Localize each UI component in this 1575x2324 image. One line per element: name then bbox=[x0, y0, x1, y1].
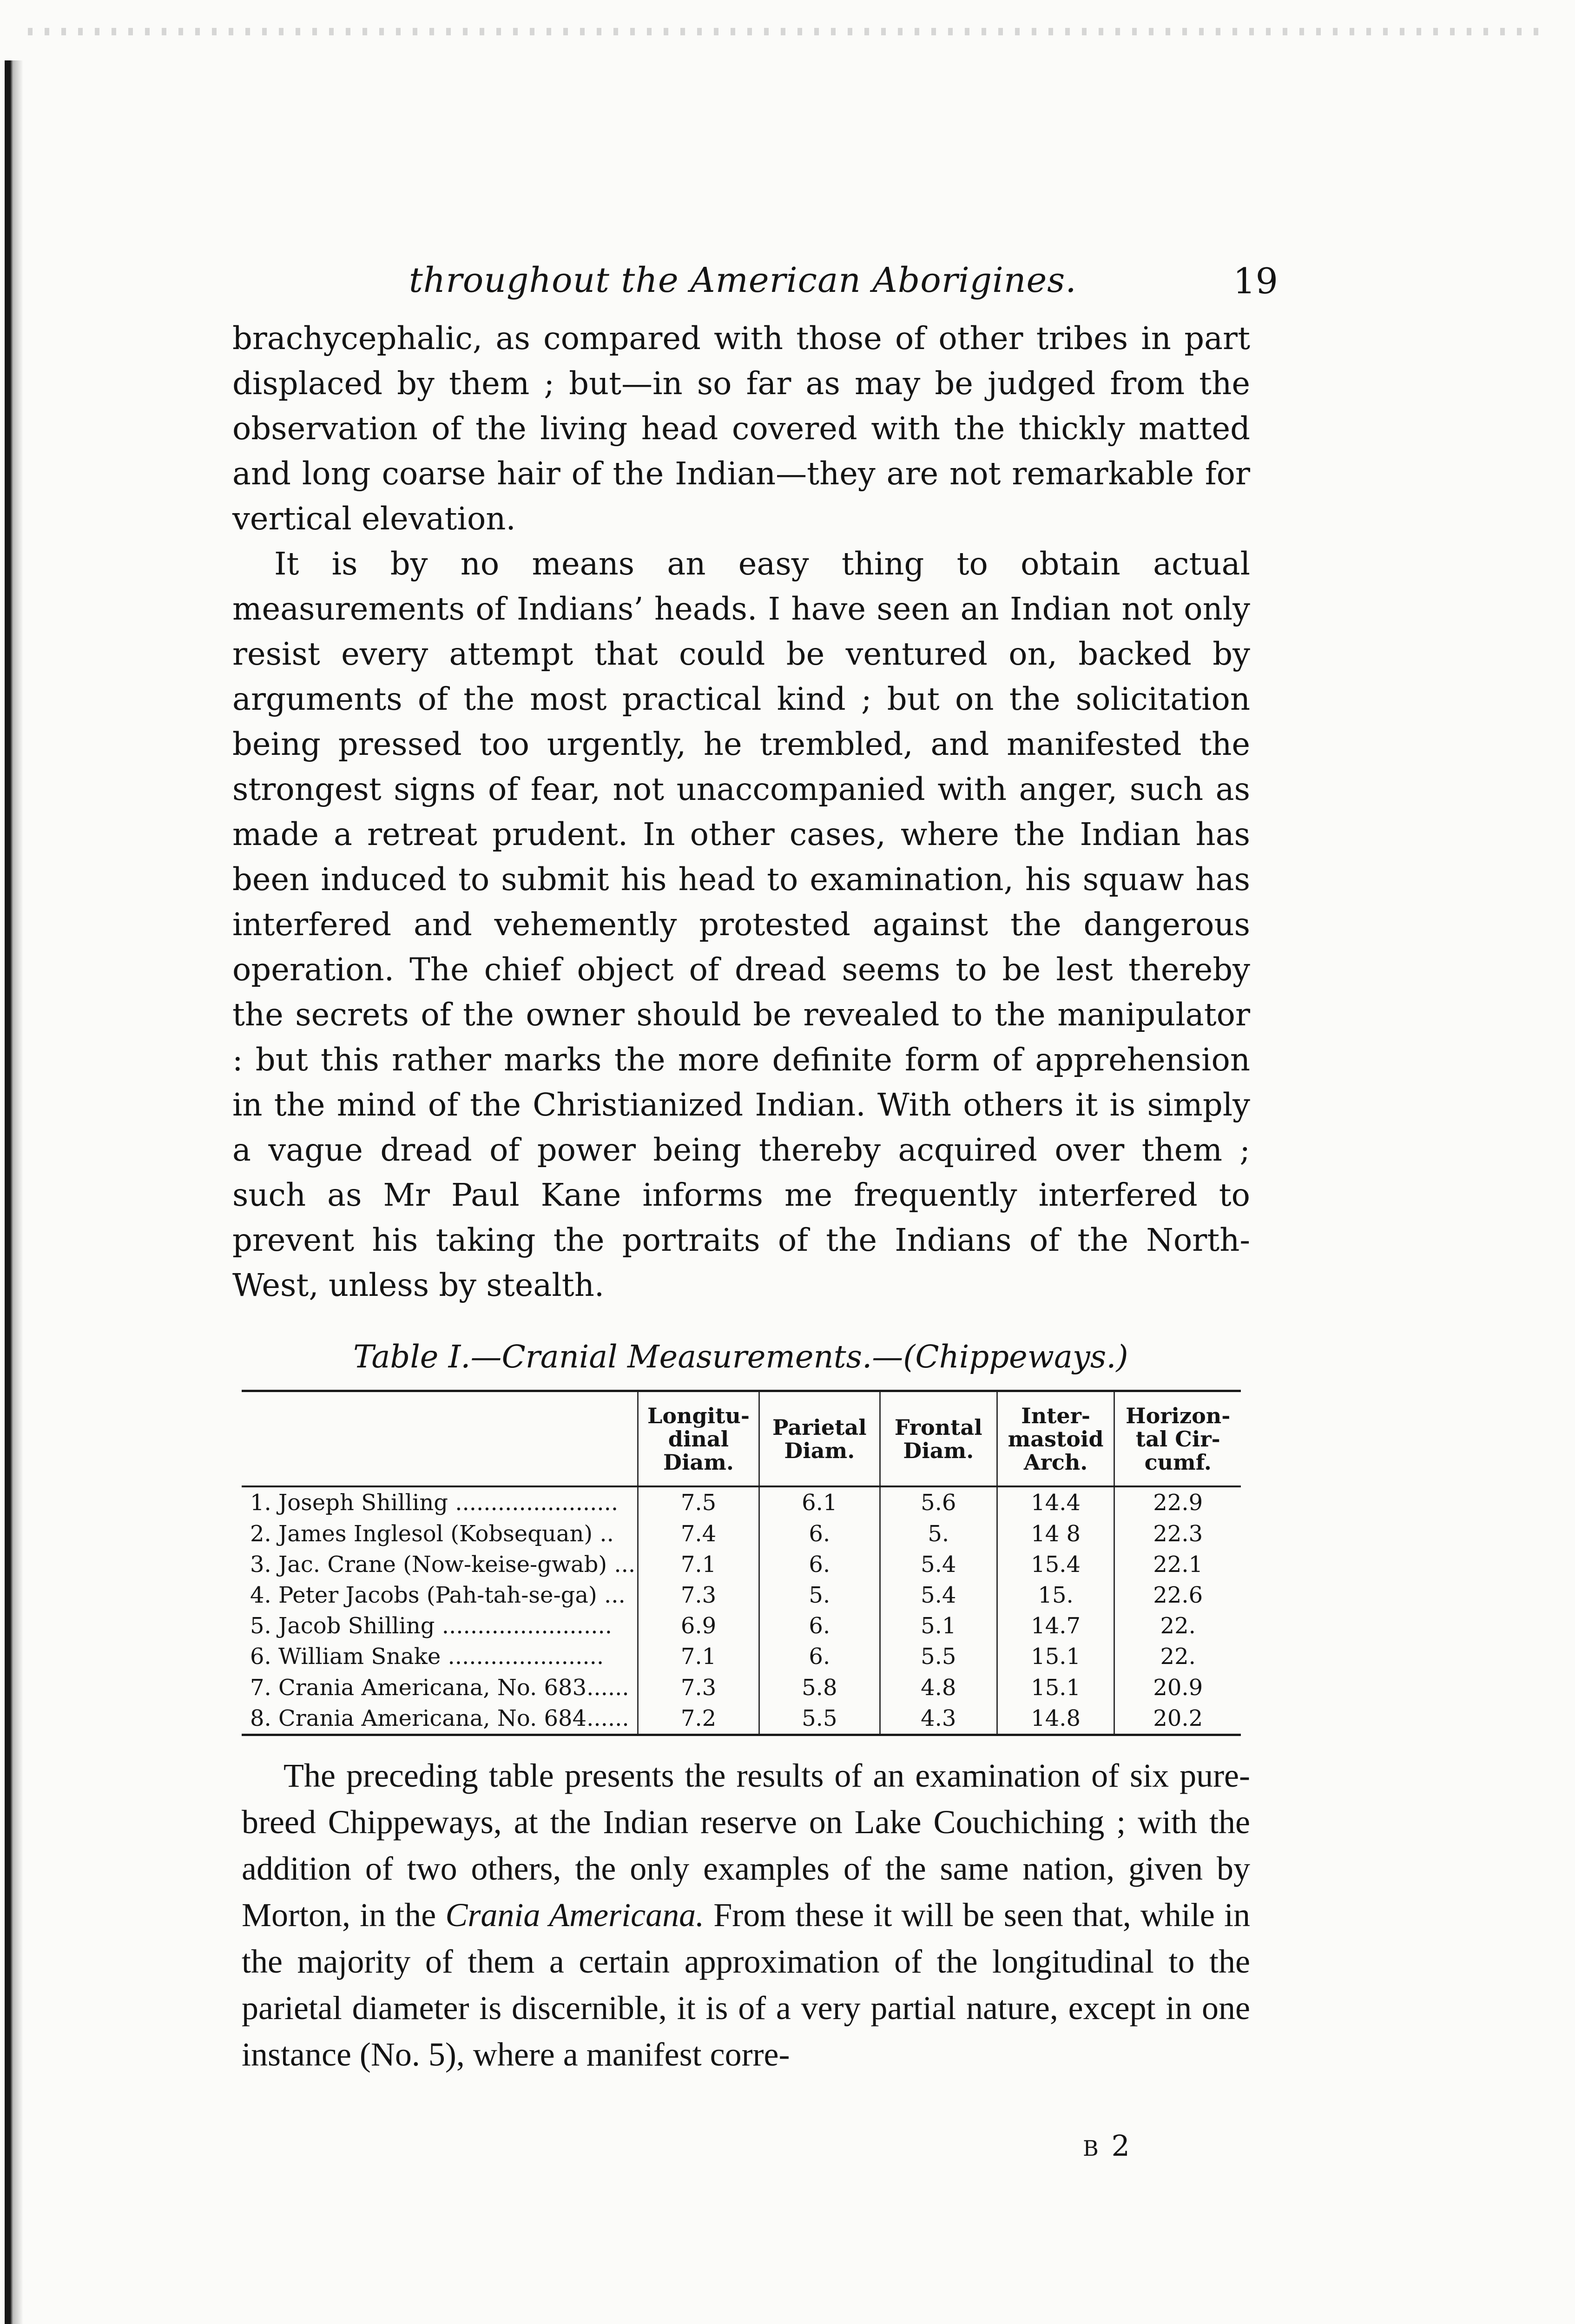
table-cell: 6. bbox=[759, 1611, 880, 1641]
table-cell: 15.4 bbox=[997, 1549, 1114, 1580]
table-cell: 5.6 bbox=[880, 1486, 997, 1519]
table-cell: 22.1 bbox=[1114, 1549, 1241, 1580]
table-cell: 22. bbox=[1114, 1641, 1241, 1672]
table-cell: 5.4 bbox=[880, 1580, 997, 1611]
signature-mark bbox=[1083, 2129, 1132, 2163]
table-cell: 6. bbox=[759, 1519, 880, 1549]
table-cell: 7.2 bbox=[638, 1703, 759, 1734]
column-header: Frontal Diam. bbox=[880, 1392, 997, 1486]
table-cell: 5.5 bbox=[759, 1703, 880, 1734]
table-cell: 6. bbox=[759, 1641, 880, 1672]
subject-name: 4. Peter Jacobs (Pah-tah-se-ga) ... bbox=[250, 1582, 626, 1609]
table-cell: 5.1 bbox=[880, 1611, 997, 1641]
table-cell: 7.3 bbox=[638, 1580, 759, 1611]
table-row bbox=[242, 1549, 1241, 1580]
signature-letter: B bbox=[1083, 2136, 1101, 2161]
table-cell: 6. bbox=[759, 1549, 880, 1580]
body-text-continued bbox=[242, 1752, 1250, 2078]
page-binding-edge bbox=[5, 60, 23, 2324]
table-cell: 7.1 bbox=[638, 1641, 759, 1672]
subject-name: 6. William Snake ...................... bbox=[250, 1644, 604, 1670]
table-cell: 7.5 bbox=[638, 1486, 759, 1519]
signature-number: 2 bbox=[1111, 2129, 1132, 2163]
table-header-row bbox=[242, 1392, 1241, 1486]
table-caption: Table I.—Cranial Measurements.—(Chippeways.) bbox=[353, 1339, 1128, 1375]
table-cell: 5. bbox=[880, 1519, 997, 1549]
table-cell: 22. bbox=[1114, 1611, 1241, 1641]
table-cell: 5.4 bbox=[880, 1549, 997, 1580]
table-cell: 20.9 bbox=[1114, 1672, 1241, 1703]
table-row bbox=[242, 1519, 1241, 1549]
table-cell: 7.4 bbox=[638, 1519, 759, 1549]
table-row bbox=[242, 1486, 1241, 1519]
subject-name: 8. Crania Americana, No. 684...... bbox=[250, 1705, 629, 1731]
paragraph: brachycephalic, as compared with those of other tribes in part displaced by them ; but—in so far as may be judged from the observation of the living head covered with the thickly matted and long coarse hair of the Indian—they are not remarkable for vertical elevation. bbox=[232, 320, 1250, 537]
column-header bbox=[242, 1392, 638, 1486]
table-cell: 6.1 bbox=[759, 1486, 880, 1519]
text-run: From these it will be seen that, while in the majority of them a certain approximation of the longitudinal to the parietal diameter is discernible, it is of a very partial nature, except in one instance (No. 5), where a manifest corre- bbox=[242, 1896, 1250, 2073]
table-cell: 22.6 bbox=[1114, 1580, 1241, 1611]
table-row bbox=[242, 1672, 1241, 1703]
table-cell: 14.8 bbox=[997, 1703, 1114, 1734]
table-cell: 14.4 bbox=[997, 1486, 1114, 1519]
table-cell: 4.3 bbox=[880, 1703, 997, 1734]
column-header: Parietal Diam. bbox=[759, 1392, 880, 1486]
table-cell: 22.3 bbox=[1114, 1519, 1241, 1549]
table-cell: 15.1 bbox=[997, 1641, 1114, 1672]
text-run: The preceding table presents the results of an examination of six pure-breed Chippeways, at the Indian reserve on Lake Couchiching ; with the addition of two others, the only examples of the same nation, given by Morton, in the bbox=[242, 1757, 1250, 1934]
column-header: Inter-mastoid Arch. bbox=[997, 1392, 1114, 1486]
table-row bbox=[242, 1703, 1241, 1734]
table-cell: 4.8 bbox=[880, 1672, 997, 1703]
subject-name: 2. James Inglesol (Kobsequan) .. bbox=[250, 1520, 614, 1547]
table-cell: 5.8 bbox=[759, 1672, 880, 1703]
table-row bbox=[242, 1611, 1241, 1641]
table-cell: 5.5 bbox=[880, 1641, 997, 1672]
table-cell: 5. bbox=[759, 1580, 880, 1611]
page-number: 19 bbox=[1233, 260, 1278, 302]
page-top-edge bbox=[28, 28, 1543, 35]
paragraph: It is by no means an easy thing to obtain actual measurements of Indians’ heads. I have seen an Indian not only resist every attempt that could be ventured on, backed by arguments of the most practical kind ; but on the solicitation being pressed too urgently, he trembled, and manifested the strongest signs of fear, not unaccompanied with anger, such as made a retreat prudent. In other cases, where the Indian has been induced to submit his head to examination, his squaw has interfered and vehemently protested against the dangerous operation. The chief object of dread seems to be lest thereby the secrets of the owner should be revealed to the manipulator : but this rather marks the more definite form of apprehension in the mind of the Christianized Indian. With others it is simply a vague dread of power being thereby acquired over them ; such as Mr Paul Kane informs me frequently interfered to prevent his taking the portraits of the Indians of the North-West, unless by stealth. bbox=[232, 546, 1250, 1303]
measurements-table bbox=[242, 1390, 1241, 1736]
body-text bbox=[232, 316, 1250, 1308]
paragraph bbox=[242, 1752, 1250, 2078]
subject-name: 1. Joseph Shilling ....................... bbox=[250, 1490, 619, 1516]
subject-name: 3. Jac. Crane (Now-keise-gwab) ... bbox=[250, 1551, 636, 1578]
table-cell: 14 8 bbox=[997, 1519, 1114, 1549]
running-title: throughout the American Aborigines. bbox=[409, 260, 1077, 300]
table-cell: 6.9 bbox=[638, 1611, 759, 1641]
table-row bbox=[242, 1641, 1241, 1672]
subject-name: 5. Jacob Shilling ........................ bbox=[250, 1613, 612, 1639]
italic-title: Crania Americana. bbox=[445, 1896, 705, 1934]
table-cell: 7.1 bbox=[638, 1549, 759, 1580]
table-cell: 22.9 bbox=[1114, 1486, 1241, 1519]
column-header: Horizon-tal Cir-cumf. bbox=[1114, 1392, 1241, 1486]
column-header: Longitu-dinal Diam. bbox=[638, 1392, 759, 1486]
subject-name: 7. Crania Americana, No. 683...... bbox=[250, 1674, 629, 1701]
table-cell: 15. bbox=[997, 1580, 1114, 1611]
table-row bbox=[242, 1580, 1241, 1611]
table-cell: 14.7 bbox=[997, 1611, 1114, 1641]
table-cell: 7.3 bbox=[638, 1672, 759, 1703]
page-header bbox=[409, 260, 1278, 307]
table-cell: 15.1 bbox=[997, 1672, 1114, 1703]
table-cell: 20.2 bbox=[1114, 1703, 1241, 1734]
